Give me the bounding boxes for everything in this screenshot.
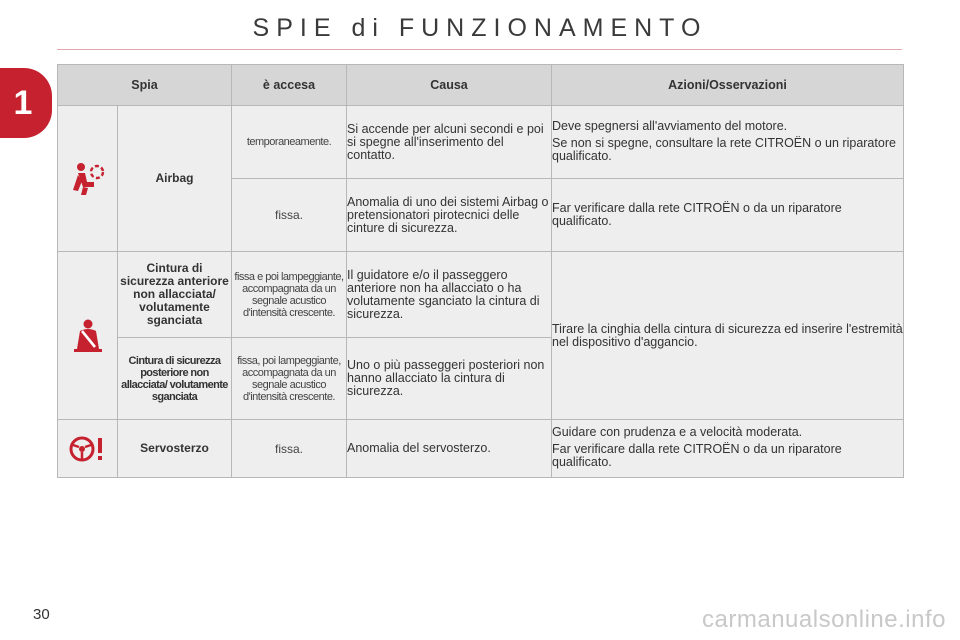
airbag-action-line-1: Deve spegnersi all'avviamento del motore. — [552, 118, 788, 133]
power-steering-warning-icon — [68, 433, 108, 465]
header-azioni: Azioni/Osservazioni — [552, 65, 904, 106]
table-row — [58, 420, 904, 478]
steering-state: fissa. — [232, 420, 347, 478]
header-spia: Spia — [58, 65, 232, 106]
steering-action-line-2: Far verificare dalla rete CITROËN o da un riparatore qualificato. — [552, 442, 842, 469]
seatbelt-icon-cell — [58, 252, 118, 420]
airbag-action-temporary — [552, 106, 904, 179]
seatbelt-front-state: fissa e poi lampeggiante, accompagnata da un segnale acustico d'intensità crescente. — [232, 252, 347, 338]
airbag-icon-cell — [58, 106, 118, 252]
table-header-row — [58, 65, 904, 106]
table-row — [58, 106, 904, 179]
steering-icon-cell — [58, 420, 118, 478]
seatbelt-rear-cause: Uno o più passeggeri posteriori non hanno allacciato la cintura di sicurezza. — [347, 338, 552, 420]
airbag-label: Airbag — [118, 106, 232, 252]
seatbelt-action: Tirare la cinghia della cintura di sicurezza ed inserire l'estremità nel dispositivo d'aggancio. — [552, 252, 904, 420]
warning-lights-table — [57, 64, 904, 478]
steering-cause: Anomalia del servosterzo. — [347, 420, 552, 478]
airbag-cause-temporary: Si accende per alcuni secondi e poi si spegne all'inserimento del contatto. — [347, 106, 552, 179]
airbag-warning-icon — [70, 161, 106, 197]
seatbelt-front-cause: Il guidatore e/o il passeggero anteriore non ha allacciato o ha volutamente sganciato la cintura di sicurezza. — [347, 252, 552, 338]
seatbelt-rear-label: Cintura di sicurezza posteriore non allacciata/ volutamente sganciata — [118, 338, 232, 420]
chapter-tab: 1 — [0, 68, 52, 138]
watermark: carmanualsonline.info — [702, 606, 946, 633]
page-title: SPIE di FUNZIONAMENTO — [252, 14, 708, 42]
airbag-cause-fixed: Anomalia di uno dei sistemi Airbag o pretensionatori pirotecnici delle cinture di sicurezza. — [347, 179, 552, 252]
steering-label: Servosterzo — [118, 420, 232, 478]
steering-action — [552, 420, 904, 478]
seatbelt-rear-state: fissa, poi lampeggiante, accompagnata da un segnale acustico d'intensità crescente. — [232, 338, 347, 420]
title-divider — [57, 49, 902, 50]
header-causa: Causa — [347, 65, 552, 106]
seatbelt-front-label: Cintura di sicurezza anteriore non allacciata/ volutamente sganciata — [118, 252, 232, 338]
steering-action-line-1: Guidare con prudenza e a velocità moderata. — [552, 425, 803, 439]
airbag-state-fixed: fissa. — [232, 179, 347, 252]
page-number: 30 — [33, 606, 50, 623]
table-row — [58, 252, 904, 338]
header-accesa: è accesa — [232, 65, 347, 106]
airbag-action-line-2: Se non si spegne, consultare la rete CITROËN o un riparatore qualificato. — [552, 135, 896, 163]
airbag-state-temporary: temporaneamente. — [232, 106, 347, 179]
airbag-action-fixed: Far verificare dalla rete CITROËN o da un riparatore qualificato. — [552, 179, 904, 252]
seatbelt-warning-icon — [71, 318, 105, 354]
